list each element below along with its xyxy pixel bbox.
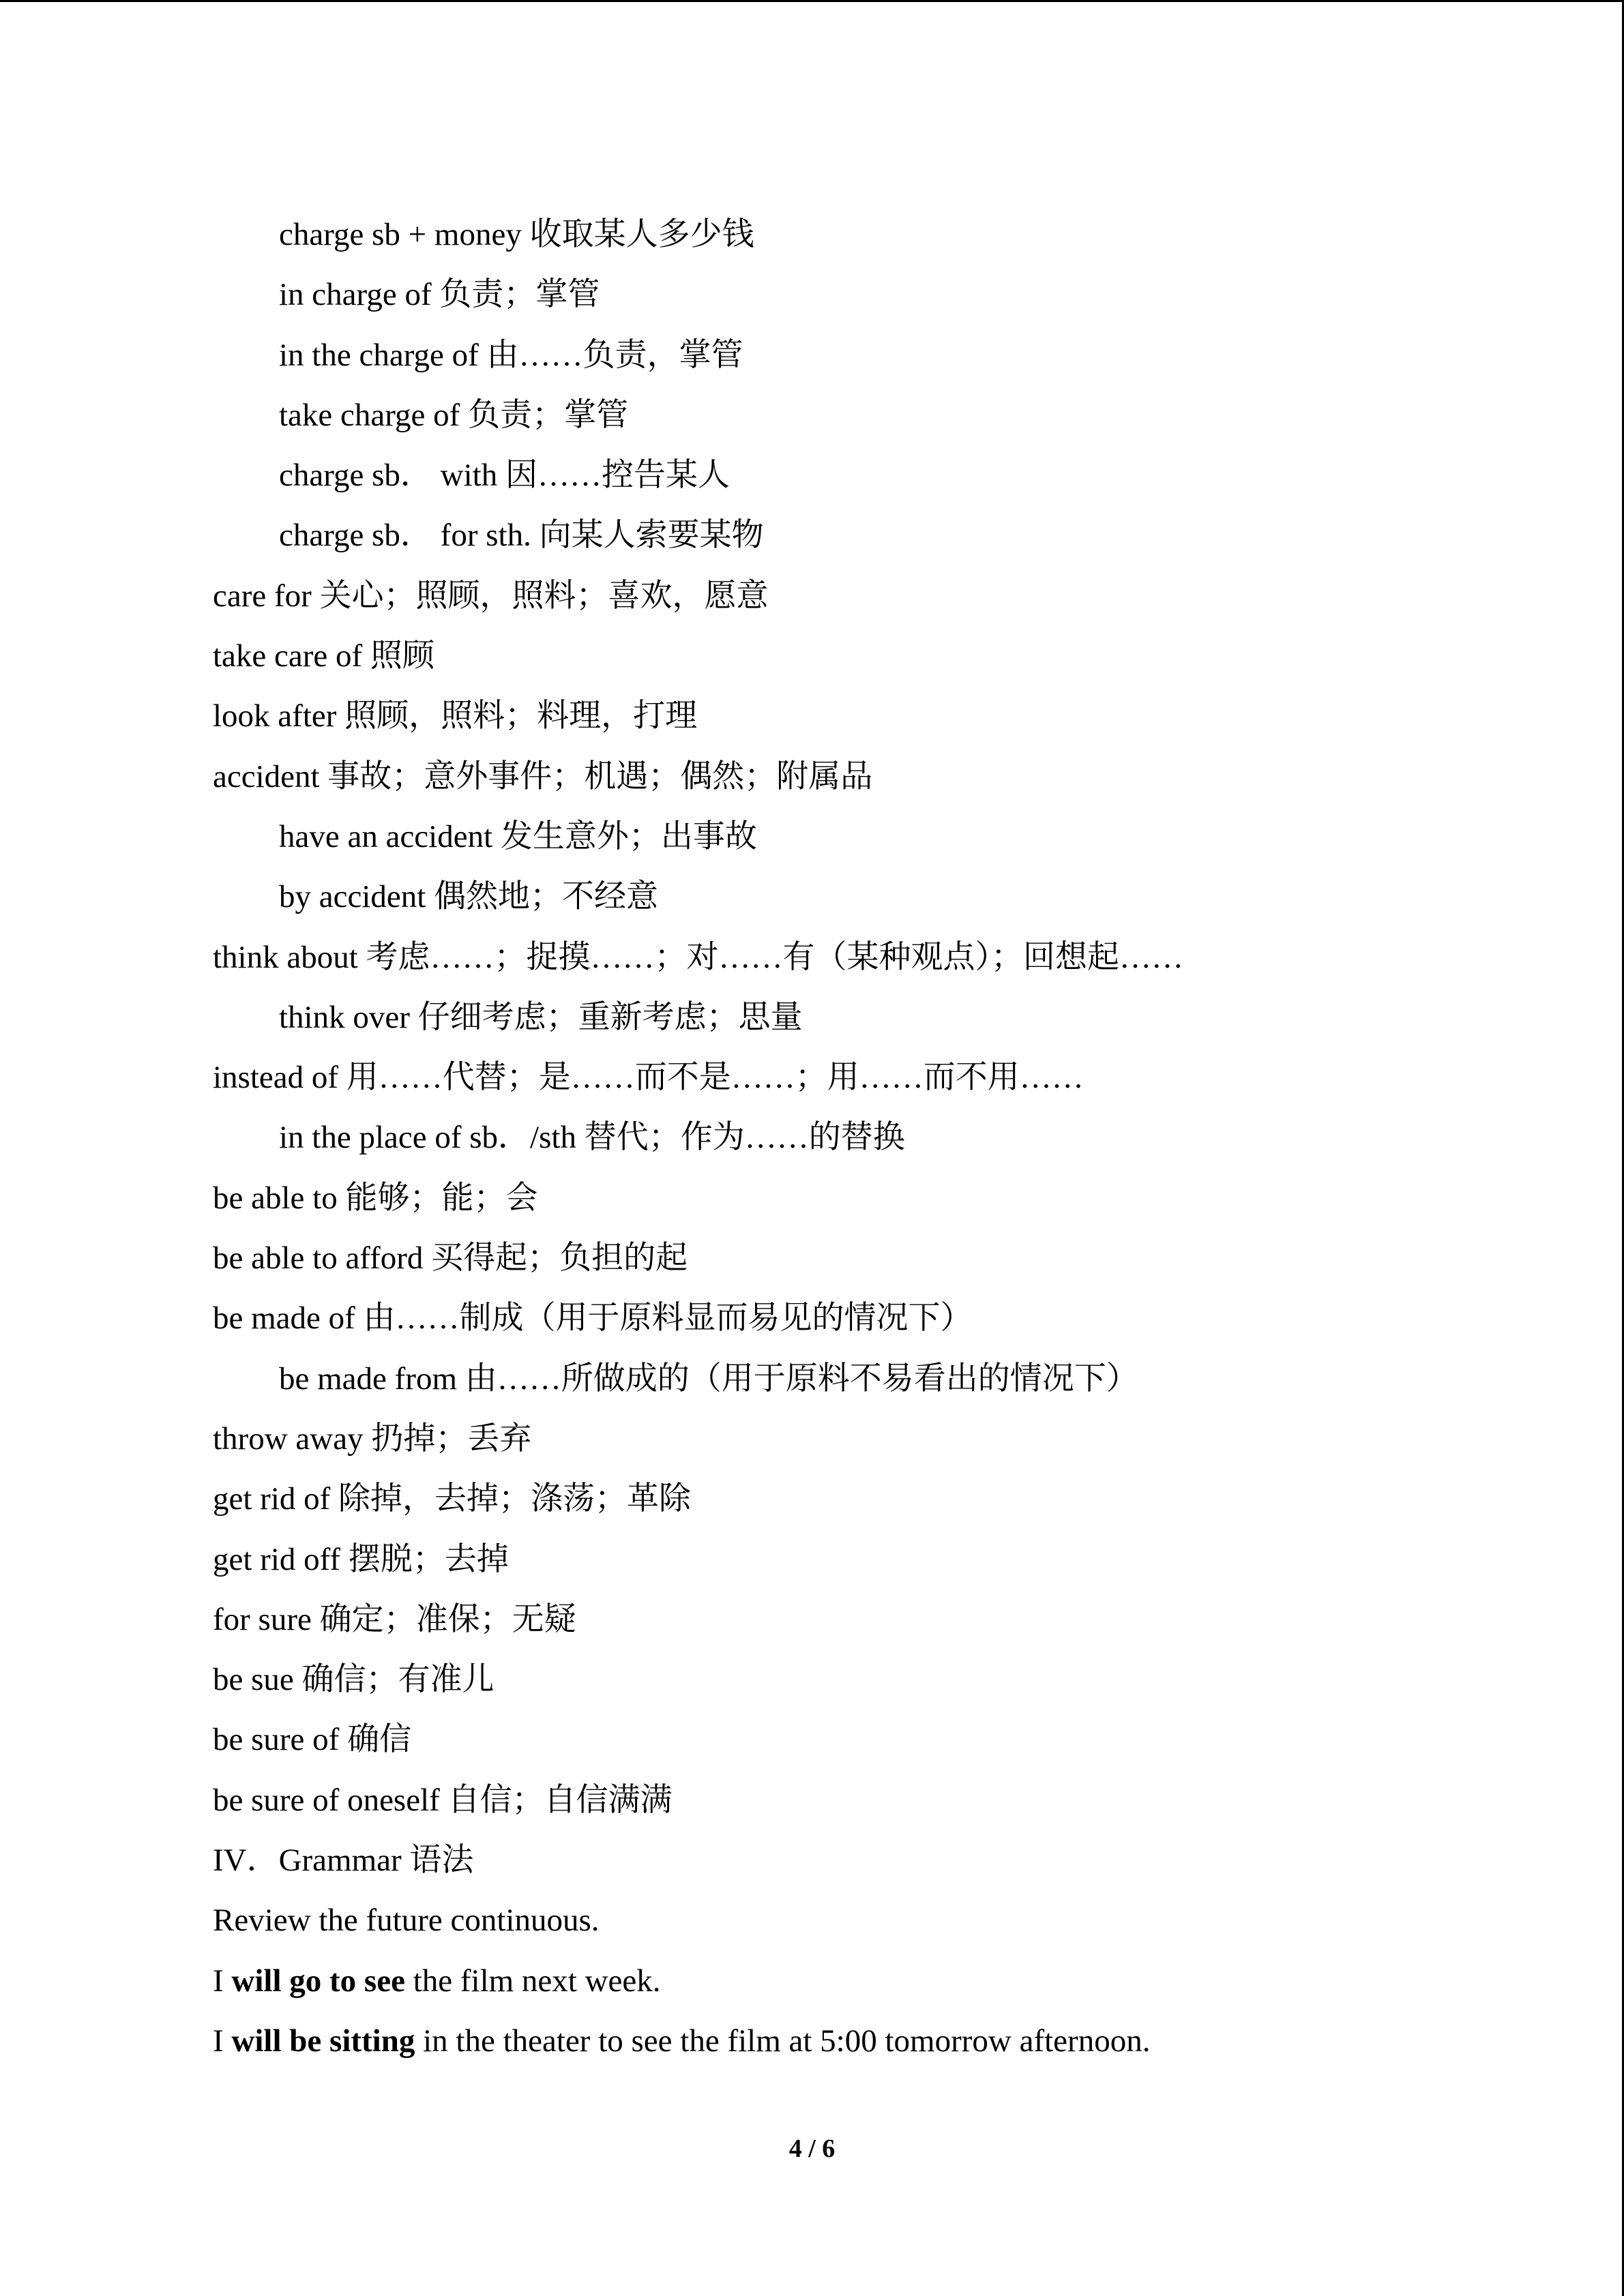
grammar-heading: IV．Grammar 语法	[213, 1843, 474, 1879]
page-content	[213, 205, 1509, 2071]
example-1-before: I	[213, 1963, 232, 1999]
example-2-before: I	[213, 2023, 232, 2059]
vocab-entry: get rid of 除掉，去掉；涤荡；革除	[213, 1481, 692, 1517]
vocab-entry: be sure of 确信	[213, 1722, 412, 1758]
vocab-entry: be able to afford 买得起；负担的起	[213, 1240, 688, 1277]
grammar-example-2	[213, 2011, 1509, 2071]
sub-entry: in the charge of 由……负责，掌管	[279, 337, 743, 373]
vocab-entry: care for 关心；照顾，照料；喜欢，愿意	[213, 578, 769, 614]
grammar-intro: Review the future continuous.	[213, 1903, 600, 1939]
example-1-after: the film next week.	[404, 1963, 661, 1999]
example-2-emphasis: will be sitting	[231, 2023, 415, 2059]
sub-entry: be made from 由……所做成的（用于原料不易看出的情况下）	[279, 1360, 1138, 1397]
sub-entry: charge sb． for sth. 向某人索要某物	[279, 518, 764, 554]
page-number: 4 / 6	[788, 2134, 836, 2163]
sub-entry: by accident 偶然地；不经意	[279, 879, 659, 915]
sub-entry: charge sb． with 因……控告某人	[279, 458, 730, 494]
vocab-entry: think about 考虑……；捉摸……；对……有（某种观点）；回想起……	[213, 939, 1184, 975]
vocab-entry: for sure 确定；准保；无疑	[213, 1601, 576, 1637]
vocab-entry: accident 事故；意外事件；机遇；偶然；附属品	[213, 758, 873, 794]
example-1-emphasis: will go to see	[231, 1963, 405, 1999]
vocab-entry: be sue 确信；有准儿	[213, 1662, 494, 1698]
example-2-after: in the theater to see the film at 5:00 tomorrow afternoon.	[415, 2023, 1151, 2059]
vocab-entry: be made of 由……制成（用于原料显而易见的情况下）	[213, 1300, 973, 1337]
vocab-entry: be able to 能够；能；会	[213, 1180, 538, 1216]
sub-entry: in charge of 负责；掌管	[279, 277, 600, 313]
sub-entry: charge sb + money 收取某人多少钱	[279, 217, 754, 252]
vocab-entry: take care of 照顾	[213, 638, 434, 674]
sub-entry: take charge of 负责；掌管	[279, 397, 629, 433]
vocab-entry: be sure of oneself 自信；自信满满	[213, 1782, 673, 1818]
sub-entry: think over 仔细考虑；重新考虑；思量	[279, 999, 803, 1035]
vocab-entry: throw away 扔掉；丢弃	[213, 1420, 532, 1457]
grammar-example-1	[213, 1951, 1509, 2011]
vocabulary-list	[213, 205, 1509, 1830]
vocab-entry: instead of 用……代替；是……而不是……；用……而不用……	[213, 1060, 1084, 1096]
top-border	[0, 0, 1624, 2]
sub-entry: have an accident 发生意外；出事故	[279, 818, 757, 854]
vocab-entry: look after 照顾，照料；料理，打理	[213, 698, 698, 734]
sub-entry: in the place of sb．/sth 替代；作为……的替换	[279, 1120, 905, 1156]
vocab-entry: get rid off 摆脱；去掉	[213, 1541, 509, 1577]
